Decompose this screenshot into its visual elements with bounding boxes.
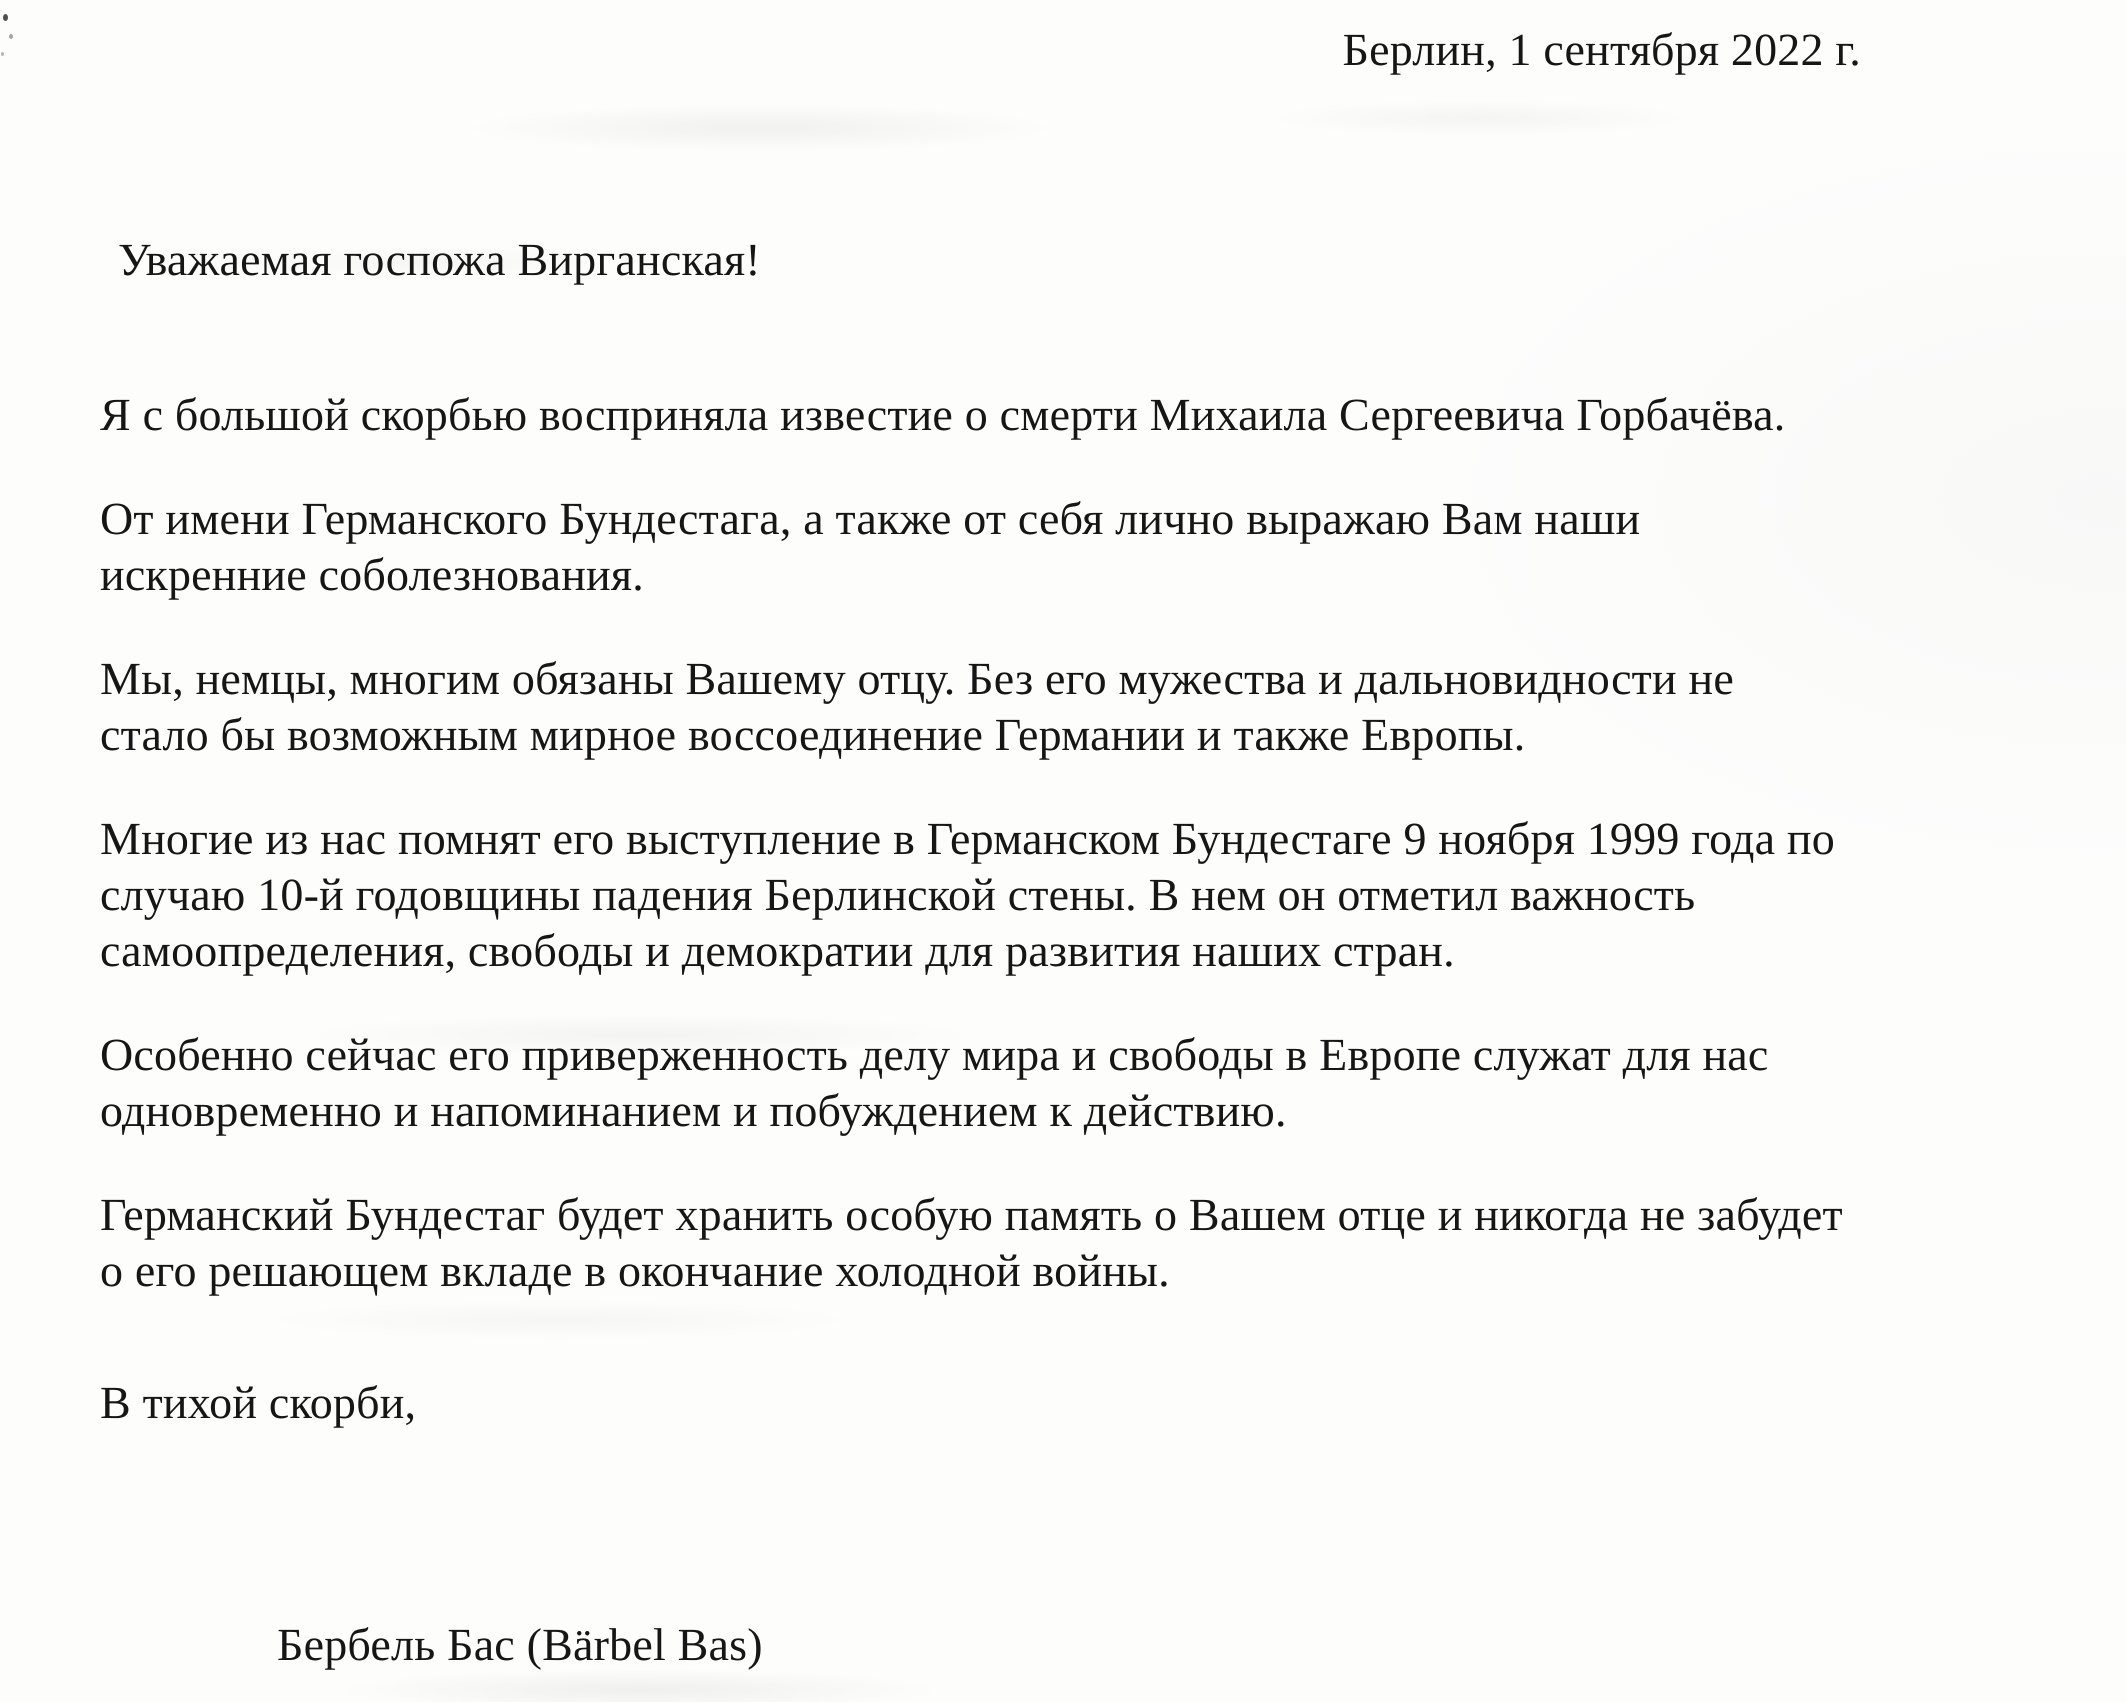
paragraph-bundestag-speech <box>100 811 2031 979</box>
letter-line: Мы, немцы, многим обязаны Вашему отцу. Без его мужества и дальновидности не <box>100 653 1734 704</box>
letter-line: одновременно и напоминанием и побуждением к действию. <box>100 1085 1287 1136</box>
paragraph-we-germans <box>100 651 2031 763</box>
scan-speck <box>3 14 8 21</box>
letter-line: самоопределения, свободы и демократии для развития наших стран. <box>100 925 1455 976</box>
signature-name: Бербель Бас (Bärbel Bas) <box>277 1619 763 1670</box>
paragraph-on-behalf <box>100 491 2031 603</box>
closing-phrase: В тихой скорби, <box>100 1377 417 1428</box>
letter-line: От имени Германского Бундестага, а также от себя лично выражаю Вам наши <box>100 493 1641 544</box>
letter-line: Особенно сейчас его приверженность делу мира и свободы в Европе служат для нас <box>100 1029 1769 1080</box>
letter-line: стало бы возможным мирное воссоединение Германии и также Европы. <box>100 709 1526 760</box>
letter-line: Я с большой скорбью восприняла известие о смерти Михаила Сергеевича Горбачёва. <box>100 389 1786 440</box>
letter-line: случаю 10-й годовщины падения Берлинской стены. В нем он отметил важность <box>100 869 1696 920</box>
letter-line: о его решающем вкладе в окончание холодной войны. <box>100 1245 1170 1296</box>
scan-speck <box>9 34 13 39</box>
scan-speck <box>1 52 4 56</box>
paragraph-commitment <box>100 1027 2031 1139</box>
paragraph-remembrance <box>100 1187 2031 1299</box>
date-line: Берлин, 1 сентября 2022 г. <box>1342 24 1861 75</box>
letter-line: Многие из нас помнят его выступление в Германском Бундестаге 9 ноября 1999 года по <box>100 813 1835 864</box>
salutation: Уважаемая госпожа Вирганская! <box>118 234 761 285</box>
letter-line: искренние соболезнования. <box>100 549 644 600</box>
paragraph-condolence <box>100 387 2031 443</box>
letter-line: Германский Бундестаг будет хранить особую память о Вашем отце и никогда не забудет <box>100 1189 1843 1240</box>
